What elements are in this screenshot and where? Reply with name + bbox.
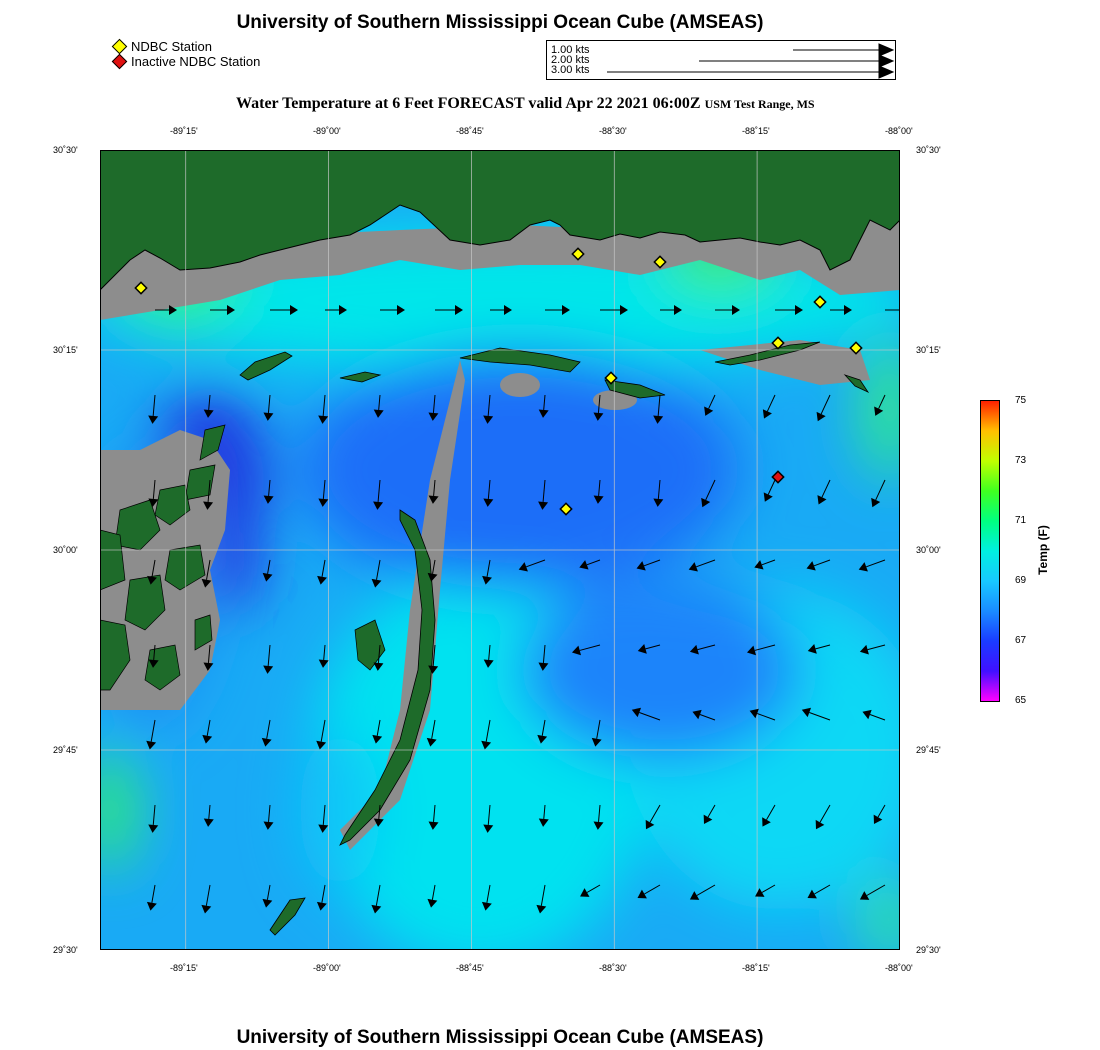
legend-active-label: NDBC Station — [131, 38, 212, 54]
lon-tick-top: -89˚00' — [313, 126, 341, 136]
scale-arrows — [547, 41, 895, 79]
lat-tick-right: 29˚30' — [916, 945, 941, 955]
colorbar-tick: 65 — [1015, 695, 1027, 706]
legend-inactive-label: Inactive NDBC Station — [131, 53, 261, 69]
lon-tick-top: -89˚15' — [170, 126, 198, 136]
temperature-colorbar — [980, 400, 1000, 702]
lat-tick-right: 30˚30' — [916, 145, 941, 155]
footer-title: University of Southern Mississippi Ocean Cube (AMSEAS) — [236, 1027, 764, 1048]
colorbar-tick: 69 — [1015, 575, 1027, 586]
lat-tick-left: 30˚00' — [53, 545, 78, 555]
legend-inactive-station — [114, 53, 260, 69]
vector-scale-legend — [546, 40, 896, 80]
colorbar-label: Temp (F) — [1036, 525, 1050, 575]
lat-tick-right: 30˚15' — [916, 345, 941, 355]
colorbar-tick: 67 — [1015, 635, 1027, 646]
header-title: University of Southern Mississippi Ocean Cube (AMSEAS) — [236, 12, 764, 33]
lat-tick-left: 30˚30' — [53, 145, 78, 155]
lat-tick-left: 30˚15' — [53, 345, 78, 355]
scale-label-2: 2.00 kts — [551, 54, 590, 66]
lon-tick-bottom: -89˚15' — [170, 963, 198, 973]
subtitle-region: USM Test Range, MS — [704, 97, 815, 111]
scale-label-1: 1.00 kts — [551, 44, 590, 56]
subtitle-main: Water Temperature at 6 Feet FORECAST valid Apr 22 2021 06:00Z — [236, 95, 701, 112]
lat-tick-right: 30˚00' — [916, 545, 941, 555]
colorbar-tick: 73 — [1015, 455, 1027, 466]
lon-tick-bottom: -88˚15' — [742, 963, 770, 973]
yellow-diamond-icon — [112, 38, 128, 54]
lon-tick-top: -88˚45' — [456, 126, 484, 136]
scale-label-3: 3.00 kts — [551, 64, 590, 76]
legend-active-station — [114, 38, 212, 54]
lon-tick-top: -88˚15' — [742, 126, 770, 136]
colorbar-tick: 75 — [1015, 395, 1027, 406]
lon-tick-top: -88˚00' — [885, 126, 913, 136]
colorbar-tick: 71 — [1015, 515, 1027, 526]
lon-tick-bottom: -88˚30' — [599, 963, 627, 973]
lat-tick-left: 29˚30' — [53, 945, 78, 955]
temperature-map[interactable] — [100, 150, 900, 950]
lon-tick-bottom: -88˚45' — [456, 963, 484, 973]
map-subtitle — [236, 95, 815, 113]
lat-tick-left: 29˚45' — [53, 745, 78, 755]
red-diamond-icon — [112, 53, 128, 69]
lat-tick-right: 29˚45' — [916, 745, 941, 755]
lon-tick-bottom: -88˚00' — [885, 963, 913, 973]
lon-tick-top: -88˚30' — [599, 126, 627, 136]
lon-tick-bottom: -89˚00' — [313, 963, 341, 973]
